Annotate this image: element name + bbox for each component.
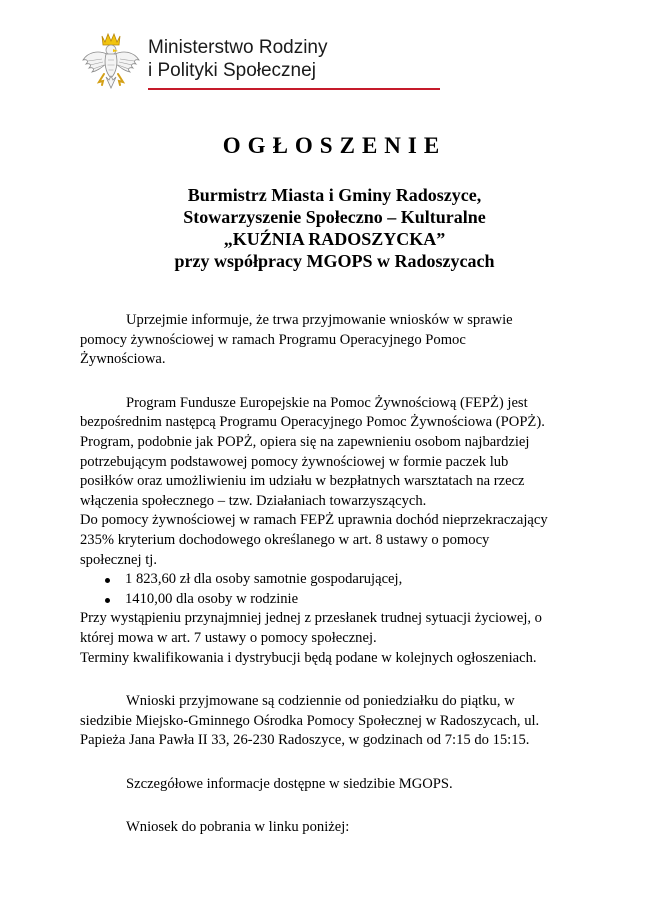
paragraph-2-line: posiłków oraz umożliwieniu im udziału w bezpłatnych warsztatach na rzecz: [80, 473, 525, 490]
paragraph-3-line: Terminy kwalifikowania i dystrybucji będą podane w kolejnych ogłoszeniach.: [80, 649, 537, 666]
paragraph-1-line: pomocy żywnościowej w ramach Programu Operacyjnego Pomoc: [80, 331, 466, 348]
paragraph-2-line: włączenia społecznego – tzw. Działaniach towarzyszących.: [80, 492, 427, 509]
authors-line-2: Stowarzyszenie Społeczno – Kulturalne: [183, 207, 486, 227]
paragraph-1-line: Uprzejmie informuje, że trwa przyjmowanie wniosków w sprawie: [126, 312, 513, 328]
authors-line-4: przy współpracy MGOPS w Radoszycach: [174, 251, 495, 271]
paragraph-2-line: bezpośrednim następcą Programu Operacyjnego Pomoc Żywnościowa (POPŻ).: [80, 414, 545, 431]
paragraph-2-line: Do pomocy żywnościowej w ramach FEPŻ uprawnia dochód nieprzekraczający: [80, 512, 548, 529]
list-item: 1410,00 dla osoby w rodzinie: [80, 590, 640, 610]
income-thresholds-list: [80, 570, 640, 609]
authors-line-3: „KUŹNIA RADOSZYCKA”: [223, 229, 446, 249]
ministry-name: [148, 36, 328, 82]
download-info: Wniosek do pobrania w linku poniżej:: [126, 819, 350, 836]
paragraph-4-line: Wnioski przyjmowane są codziennie od poniedziałku do piątku, w: [126, 693, 515, 710]
ministry-name-line-1: Ministerstwo Rodziny: [148, 37, 328, 58]
paragraph-3-line: której mowa w art. 7 ustawy o pomocy społecznej.: [80, 629, 377, 646]
paragraph-4-line: siedzibie Miejsko-Gminnego Ośrodka Pomocy Społecznej w Radoszycach, ul.: [80, 712, 540, 729]
paragraph-2-line: potrzebującym podstawowej pomocy żywnościowej w formie paczek lub: [80, 453, 509, 470]
paragraph-2-line: Program, podobnie jak POPŻ, opiera się na zapewnieniu osobom najbardziej: [80, 433, 530, 450]
ministry-name-line-2: i Polityki Społecznej: [148, 60, 316, 81]
page-title: OGŁOSZENIE: [222, 133, 447, 158]
authors-line-1: Burmistrz Miasta i Gminy Radoszyce,: [187, 185, 482, 205]
logo-divider: [148, 88, 440, 90]
paragraph-5: Szczegółowe informacje dostępne w siedzibie MGOPS.: [126, 775, 453, 792]
paragraph-2-line: 235% kryterium dochodowego określanego w art. 8 ustawy o pomocy: [80, 531, 490, 548]
eagle-emblem-icon: [80, 30, 142, 96]
paragraph-2-line: społecznej tj.: [80, 551, 157, 568]
announcement-authors: [0, 184, 669, 272]
announcement-body: [80, 311, 640, 838]
ministry-logo: [80, 30, 360, 100]
list-item: 1 823,60 zł dla osoby samotnie gospodarującej,: [80, 570, 640, 590]
paragraph-4-line: Papieża Jana Pawła II 33, 26-230 Radoszyce, w godzinach od 7:15 do 15:15.: [80, 732, 530, 749]
paragraph-1-line: Żywnościowa.: [80, 351, 166, 368]
paragraph-3-line: Przy wystąpieniu przynajmniej jednej z przesłanek trudnej sytuacji życiowej, o: [80, 610, 542, 627]
paragraph-2-line: Program Fundusze Europejskie na Pomoc Żywnościową (FEPŻ) jest: [126, 394, 528, 411]
